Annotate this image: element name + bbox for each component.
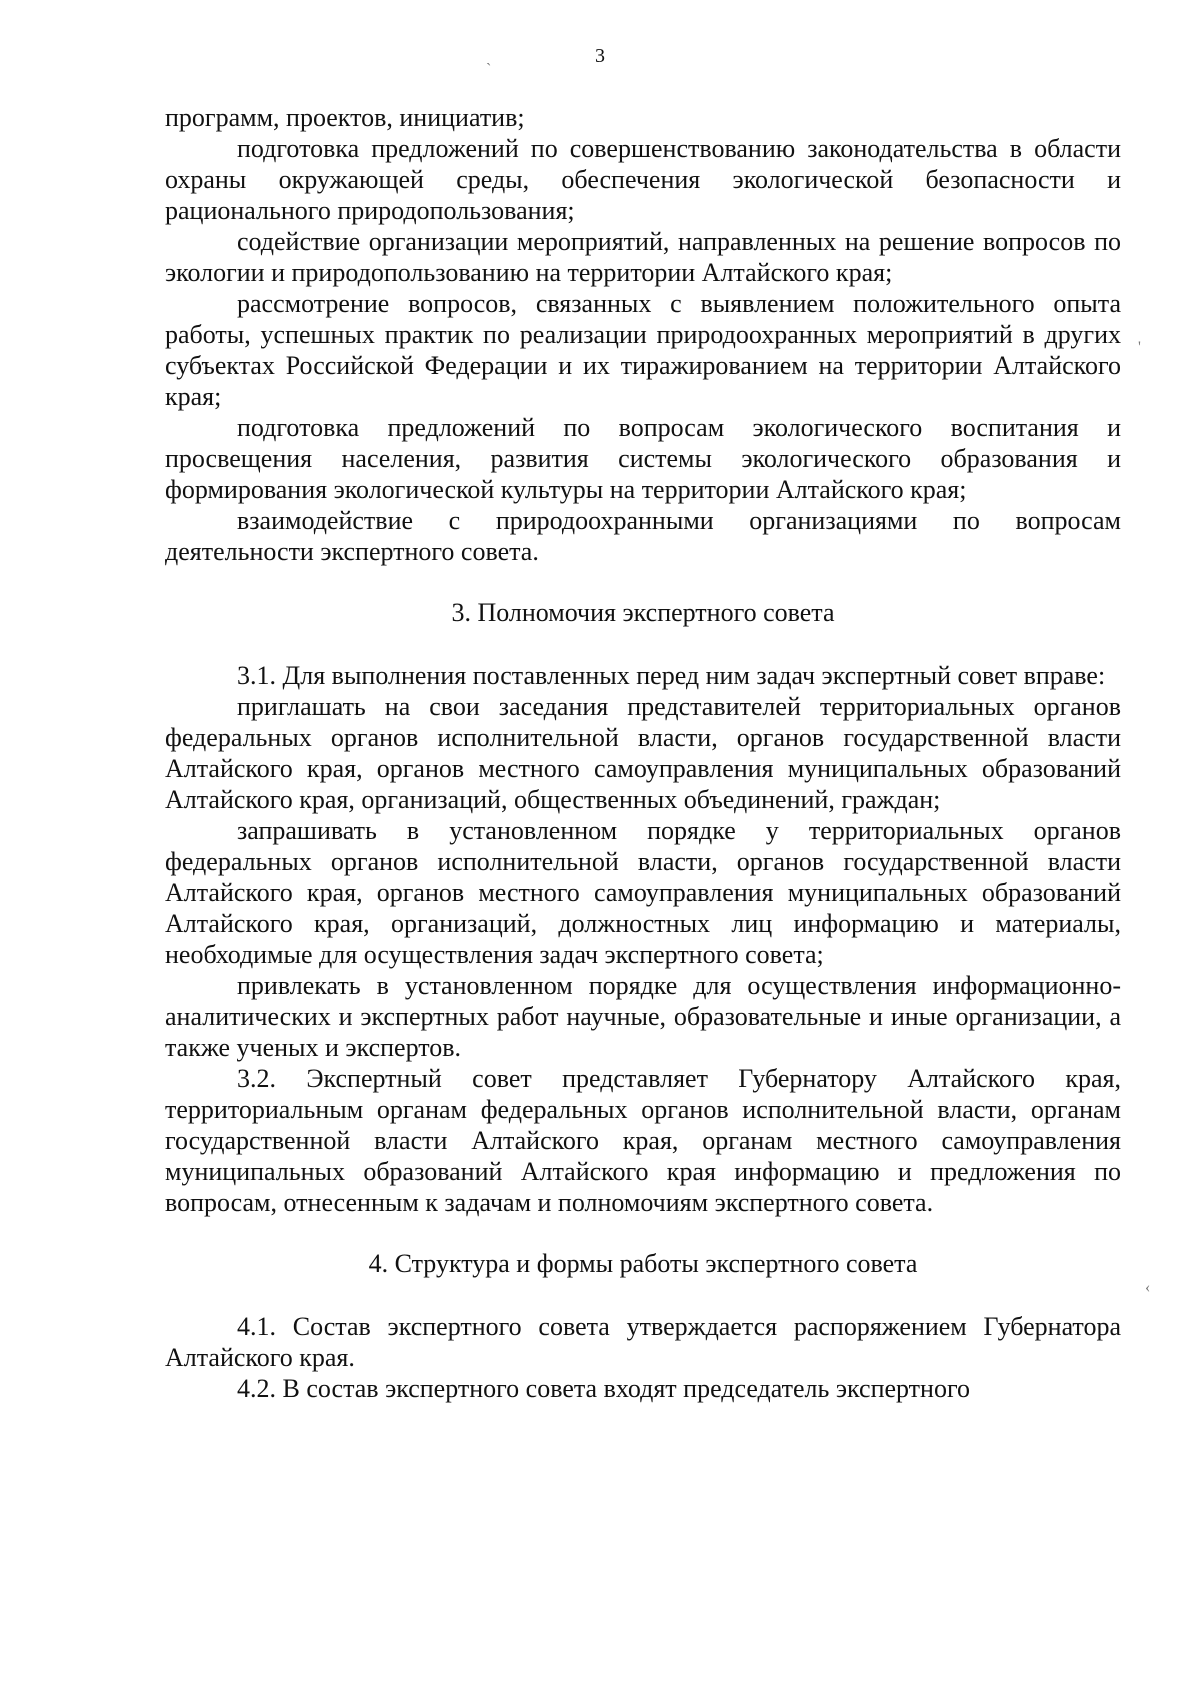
scan-speck: '	[1138, 339, 1141, 356]
paragraph: программ, проектов, инициатив;	[165, 103, 525, 132]
paragraph: подготовка предложений по совершенствованию законодательства в области охраны окружающей среды, обеспечения экологической безопасности и рационального природопользования;	[165, 134, 1121, 225]
paragraph: взаимодействие с природоохранными организациями по вопросам деятельности экспертного совета.	[165, 506, 1121, 566]
section-heading: 4. Структура и формы работы экспертного совета	[368, 1249, 918, 1278]
paragraph: приглашать на свои заседания представителей территориальных органов федеральных органов исполнительной власти, органов государственной власти Алтайского края, органов местного самоуправления муниципальных образований Алтайского края, организаций, общественных объединений, граждан;	[165, 692, 1121, 814]
page-number: 3	[595, 45, 605, 67]
paragraph: содействие организации мероприятий, направленных на решение вопросов по экологии и природопользованию на территории Алтайского края;	[165, 227, 1121, 287]
paragraph: рассмотрение вопросов, связанных с выявлением положительного опыта работы, успешных практик по реализации природоохранных мероприятий в других субъектах Российской Федерации и их тиражированием на территории Алтайского края;	[165, 289, 1121, 411]
document-body	[165, 102, 1121, 1404]
paragraph: подготовка предложений по вопросам экологического воспитания и просвещения населения, развития системы экологического образования и формирования экологической культуры на территории Алтайского края;	[165, 413, 1121, 504]
paragraph: запрашивать в установленном порядке у территориальных органов федеральных органов исполнительной власти, органов государственной власти Алтайского края, органов местного самоуправления муниципальных образований Алтайского края, организаций, должностных лиц информацию и материалы, необходимые для осуществления задач экспертного совета;	[165, 816, 1121, 969]
scan-speck: `	[486, 61, 492, 78]
paragraph: 4.1. Состав экспертного совета утверждается распоряжением Губернатора Алтайского края.	[165, 1312, 1121, 1372]
paragraph: 3.1. Для выполнения поставленных перед ним задач экспертный совет вправе:	[237, 661, 1106, 690]
paragraph: 4.2. В состав экспертного совета входят председатель экспертного	[237, 1374, 970, 1403]
section-heading: 3. Полномочия экспертного совета	[451, 598, 835, 627]
scan-speck: ‹	[1145, 1279, 1151, 1296]
paragraph: 3.2. Экспертный совет представляет Губернатору Алтайского края, территориальным органам федеральных органов исполнительной власти, органам государственной власти Алтайского края, органам местного самоуправления муниципальных образований Алтайского края информацию и предложения по вопросам, отнесенным к задачам и полномочиям экспертного совета.	[165, 1064, 1121, 1217]
paragraph: привлекать в установленном порядке для осуществления информационно-аналитических и экспертных работ научные, образовательные и иные организации, а также ученых и экспертов.	[165, 971, 1121, 1062]
